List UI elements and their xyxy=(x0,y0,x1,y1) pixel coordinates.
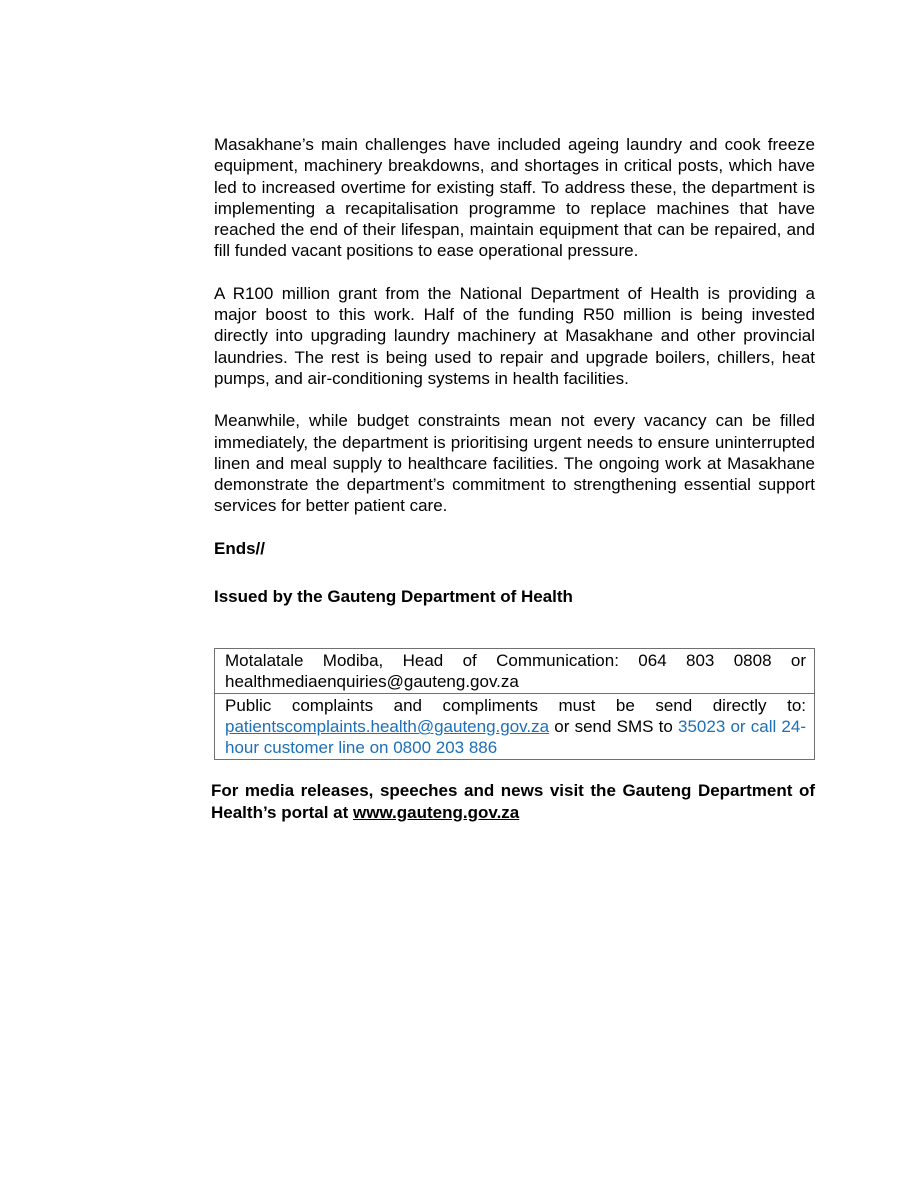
contact-table xyxy=(214,648,815,760)
paragraph-vacancies: Meanwhile, while budget constraints mean not every vacancy can be filled immediately, the department is prioritising urgent needs to ensure uninterrupted linen and meal supply to healthcare facilities. The ongoing work at Masakhane demonstrate the department’s commitment to strengthening essential support services for better patient care. xyxy=(214,411,815,516)
press-release-body xyxy=(214,134,815,634)
issued-by: Issued by the Gauteng Department of Health xyxy=(214,586,573,606)
ends-marker: Ends// xyxy=(214,538,266,558)
paragraph-challenges: Masakhane’s main challenges have included ageing laundry and cook freeze equipment, machinery breakdowns, and shortages in critical posts, which have led to increased overtime for existing staff. To address these, the department is implementing a recapitalisation programme to replace machines that have reached the end of their lifespan, maintain equipment that can be repaired, and fill funded vacant positions to ease operational pressure. xyxy=(214,135,815,261)
sms-and-phone-line: 35023 or call 24-hour customer line on 0800 203 886 xyxy=(225,717,806,757)
footer-note xyxy=(211,780,834,823)
footer-text: For media releases, speeches and news visit the Gauteng Department of Health’s portal at xyxy=(211,781,834,822)
complaints-email-link[interactable]: patientscomplaints.health@gauteng.gov.za xyxy=(225,717,550,736)
paragraph-grant: A R100 million grant from the National Department of Health is providing a major boost to this work. Half of the funding R50 million is being invested directly into upgrading laundry machinery at Masakhane and other provincial laundries. The rest is being used to repair and upgrade boilers, chillers, heat pumps, and air-conditioning systems in health facilities. xyxy=(214,283,815,388)
complaints-prefix: Public complaints and compliments must be send directly to: xyxy=(225,696,806,715)
contact-row-complaints xyxy=(215,694,815,760)
portal-link[interactable]: www.gauteng.gov.za xyxy=(353,802,520,822)
media-contact-cell: Motalatale Modiba, Head of Communication: 064 803 0808 or healthmediaenquiries@gauteng.gov.za xyxy=(215,649,815,694)
complaints-middle: or send SMS to xyxy=(549,717,678,736)
complaints-cell xyxy=(215,694,815,760)
contact-row-media xyxy=(215,649,815,694)
